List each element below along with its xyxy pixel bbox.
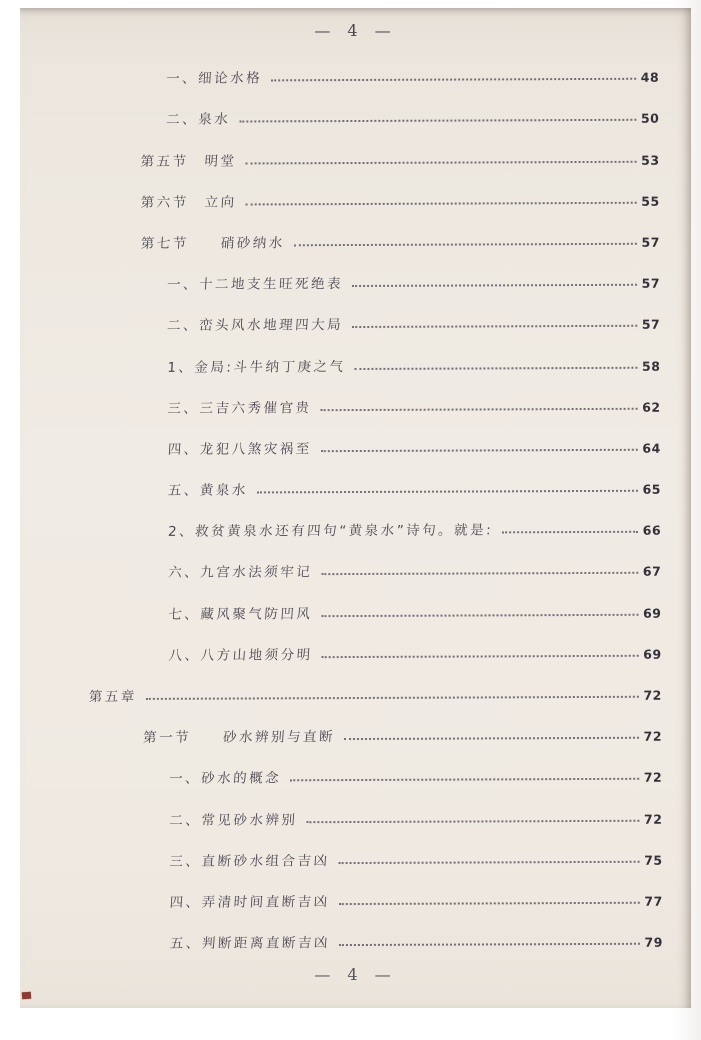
toc-entry-label: 三、直断砂水组合吉凶 bbox=[168, 852, 331, 870]
toc-entry-page-number: 64 bbox=[642, 440, 661, 456]
toc-entry-label: 第六节 立向 bbox=[140, 194, 238, 211]
toc-entry bbox=[21, 746, 692, 790]
toc-entry-page-number: 55 bbox=[641, 193, 660, 209]
toc-entry-label: 二、泉水 bbox=[165, 111, 231, 129]
dot-leader bbox=[352, 284, 637, 287]
dot-leader bbox=[257, 490, 638, 494]
toc-entry bbox=[20, 499, 691, 543]
toc-entry-label: 七、藏风聚气防凹风 bbox=[167, 605, 313, 623]
toc-entry-page-number: 57 bbox=[641, 316, 661, 333]
toc-entry-page-number: 79 bbox=[644, 934, 663, 950]
toc-entry-label: 四、弄清时间直断吉凶 bbox=[169, 894, 331, 911]
toc-entry-page-number: 69 bbox=[643, 605, 662, 621]
toc-entry-page-number: 72 bbox=[643, 728, 663, 744]
toc-entry bbox=[21, 663, 692, 707]
toc-entry bbox=[21, 828, 692, 872]
toc-entry-page-number: 72 bbox=[643, 770, 663, 786]
toc-entry bbox=[19, 334, 690, 378]
toc-entry-page-number: 53 bbox=[641, 152, 660, 168]
toc-entry-label: 一、砂水的概念 bbox=[168, 770, 282, 788]
dot-leader bbox=[339, 943, 640, 946]
dot-leader bbox=[271, 78, 636, 82]
paper-sheet bbox=[20, 8, 691, 1008]
toc-entry-label: 二、常见砂水辨别 bbox=[168, 811, 298, 829]
toc-entry-page-number: 72 bbox=[643, 811, 663, 827]
toc-entry bbox=[21, 705, 692, 749]
toc-list bbox=[18, 46, 693, 955]
toc-entry bbox=[18, 46, 689, 90]
toc-entry bbox=[18, 87, 689, 131]
toc-entry bbox=[22, 910, 693, 954]
toc-entry-label: 第五节 明堂 bbox=[139, 153, 237, 170]
toc-entry-page-number: 75 bbox=[644, 852, 663, 868]
toc-entry-label: 1、金局:斗牛纳丁庚之气 bbox=[166, 358, 347, 376]
dot-leader bbox=[502, 531, 637, 534]
dot-leader bbox=[146, 696, 639, 700]
toc-entry-label: 二、峦头风水地理四大局 bbox=[166, 317, 344, 335]
toc-entry-page-number: 62 bbox=[642, 399, 661, 415]
toc-entry-page-number: 77 bbox=[644, 893, 663, 909]
toc-entry-label: 六、九宫水法须牢记 bbox=[167, 564, 313, 582]
toc-entry bbox=[22, 869, 693, 913]
red-ink-mark bbox=[22, 992, 31, 1000]
dot-leader bbox=[321, 449, 638, 452]
dot-leader bbox=[306, 819, 639, 822]
toc-entry bbox=[20, 540, 691, 584]
toc-entry-label: 第七节 硝砂纳水 bbox=[140, 235, 286, 252]
dot-leader bbox=[322, 613, 639, 616]
page-header-number: — 4 — bbox=[314, 21, 397, 40]
toc-entry-page-number: 57 bbox=[641, 275, 661, 291]
toc-entry-label: 第一节 砂水辨别与直断 bbox=[142, 729, 336, 747]
dot-leader bbox=[339, 861, 640, 864]
toc-entry-page-number: 65 bbox=[642, 481, 661, 497]
toc-entry-label: 五、黄泉水 bbox=[167, 482, 249, 499]
toc-entry bbox=[20, 416, 691, 460]
toc-entry-page-number: 48 bbox=[640, 69, 660, 85]
dot-leader bbox=[355, 366, 637, 369]
toc-entry-label: 第五章 bbox=[88, 688, 138, 706]
toc-entry-label: 一、细论水格 bbox=[165, 70, 263, 88]
toc-entry-label: 三、三吉六秀催官贵 bbox=[167, 399, 313, 417]
toc-entry-page-number: 57 bbox=[641, 234, 660, 250]
toc-entry-page-number: 58 bbox=[641, 358, 661, 374]
toc-entry-page-number: 66 bbox=[642, 522, 662, 538]
dot-leader bbox=[246, 160, 637, 164]
toc-entry bbox=[18, 128, 689, 172]
toc-entry-label: 一、十二地支生旺死绝表 bbox=[166, 276, 344, 293]
toc-entry bbox=[21, 622, 692, 666]
dot-leader bbox=[246, 202, 637, 206]
toc-entry bbox=[19, 169, 690, 213]
dot-leader bbox=[294, 243, 637, 246]
toc-entry bbox=[19, 251, 690, 295]
toc-entry bbox=[20, 581, 691, 625]
dot-leader bbox=[322, 655, 639, 658]
dot-leader bbox=[339, 902, 640, 905]
toc-entry bbox=[19, 375, 690, 419]
dot-leader bbox=[290, 778, 639, 782]
toc-entry bbox=[20, 457, 691, 501]
dot-leader bbox=[344, 737, 639, 740]
toc-entry-page-number: 50 bbox=[640, 111, 660, 127]
toc-entry-label: 四、龙犯八煞灾祸至 bbox=[167, 441, 313, 458]
page-footer-number: — 4 — bbox=[314, 965, 397, 985]
toc-entry-page-number: 67 bbox=[642, 564, 662, 580]
toc-entry-page-number: 69 bbox=[643, 646, 662, 662]
dot-leader bbox=[239, 119, 636, 123]
dot-leader bbox=[321, 572, 638, 575]
toc-entry-label: 2、救贫黄泉水还有四句“黄泉水”诗句。就是: bbox=[167, 522, 494, 541]
toc-entry bbox=[21, 787, 692, 831]
dot-leader bbox=[321, 407, 638, 410]
toc-entry bbox=[19, 293, 690, 337]
toc-entry-label: 五、判断距离直断吉凶 bbox=[169, 935, 331, 952]
dot-leader bbox=[352, 325, 637, 328]
toc-entry-page-number: 72 bbox=[643, 687, 662, 703]
toc-entry-label: 八、八方山地须分明 bbox=[168, 646, 314, 664]
toc-entry bbox=[19, 210, 690, 254]
